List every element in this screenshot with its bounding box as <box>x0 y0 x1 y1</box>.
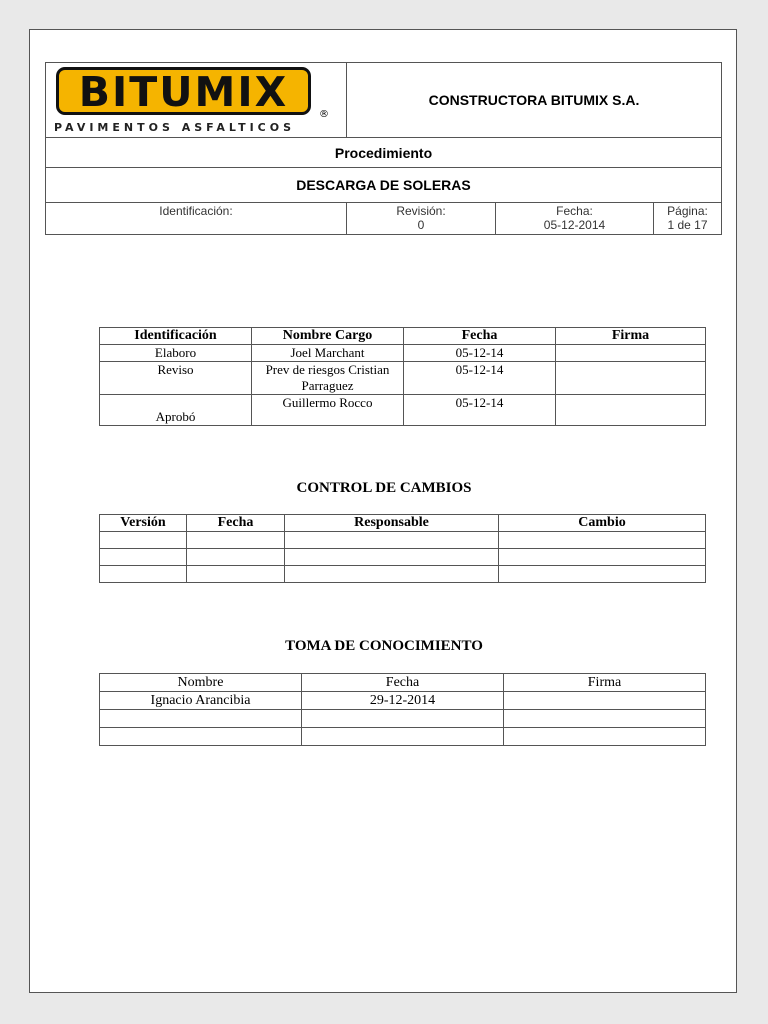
identification-cell <box>46 203 347 235</box>
ack-date: 29-12-2014 <box>302 692 504 710</box>
revision-label: Revisión: <box>396 204 446 218</box>
approvals-id: Reviso <box>100 362 252 395</box>
approvals-date: 05-12-14 <box>404 345 556 362</box>
date-label: Fecha: <box>556 204 593 218</box>
ack-header-name: Nombre <box>100 674 302 692</box>
logo-wordmark: BITUMIX <box>78 68 289 116</box>
change-control-table <box>99 514 706 583</box>
revision-cell <box>347 203 496 235</box>
registered-mark: ® <box>319 109 329 120</box>
approvals-date: 05-12-14 <box>404 362 556 395</box>
table-row <box>100 692 706 710</box>
logo-tagline: PAVIMENTOS ASFALTICOS <box>54 121 296 134</box>
approvals-sign <box>556 345 706 362</box>
table-row <box>100 728 706 746</box>
date-cell <box>496 203 654 235</box>
approvals-sign <box>556 362 706 395</box>
approvals-table <box>99 327 706 426</box>
approvals-id: Aprobó <box>100 395 252 426</box>
acknowledgement-title: TOMA DE CONOCIMIENTO <box>285 638 483 654</box>
approvals-name: Joel Marchant <box>252 345 404 362</box>
approvals-sign <box>556 395 706 426</box>
changes-header-change: Cambio <box>499 515 706 532</box>
approvals-header-sign: Firma <box>556 328 706 345</box>
acknowledgement-table <box>99 673 706 746</box>
ack-header-date: Fecha <box>302 674 504 692</box>
table-row <box>100 345 706 362</box>
changes-header-responsible: Responsable <box>285 515 499 532</box>
company-name: CONSTRUCTORA BITUMIX S.A. <box>347 63 722 138</box>
document-header-table <box>45 62 722 235</box>
approvals-header-date: Fecha <box>404 328 556 345</box>
change-control-title: CONTROL DE CAMBIOS <box>296 480 472 496</box>
approvals-name: Prev de riesgos Cristian Parraguez <box>252 362 404 395</box>
changes-header-date: Fecha <box>187 515 285 532</box>
date-value: 05-12-2014 <box>543 218 606 232</box>
table-row <box>100 549 706 566</box>
table-row <box>100 532 706 549</box>
table-row <box>100 395 706 426</box>
approvals-name: Guillermo Rocco <box>252 395 404 426</box>
page-label: Página: <box>667 204 708 218</box>
page-cell <box>654 203 722 235</box>
page-value: 1 de 17 <box>667 218 708 232</box>
document-type: Procedimiento <box>46 138 722 168</box>
approvals-header-id: Identificación <box>100 328 252 345</box>
table-row <box>100 362 706 395</box>
approvals-header-name: Nombre Cargo <box>252 328 404 345</box>
table-row <box>100 566 706 583</box>
changes-header-version: Versión <box>100 515 187 532</box>
ack-name: Ignacio Arancibia <box>100 692 302 710</box>
document-page <box>29 29 737 993</box>
ack-sign <box>504 692 706 710</box>
logo-cell <box>46 63 347 138</box>
ack-header-sign: Firma <box>504 674 706 692</box>
document-title: DESCARGA DE SOLERAS <box>46 168 722 203</box>
identification-label: Identificación: <box>159 204 233 218</box>
table-row <box>100 710 706 728</box>
approvals-id: Elaboro <box>100 345 252 362</box>
bitumix-logo <box>56 67 311 115</box>
approvals-date: 05-12-14 <box>404 395 556 426</box>
revision-value: 0 <box>417 218 425 232</box>
